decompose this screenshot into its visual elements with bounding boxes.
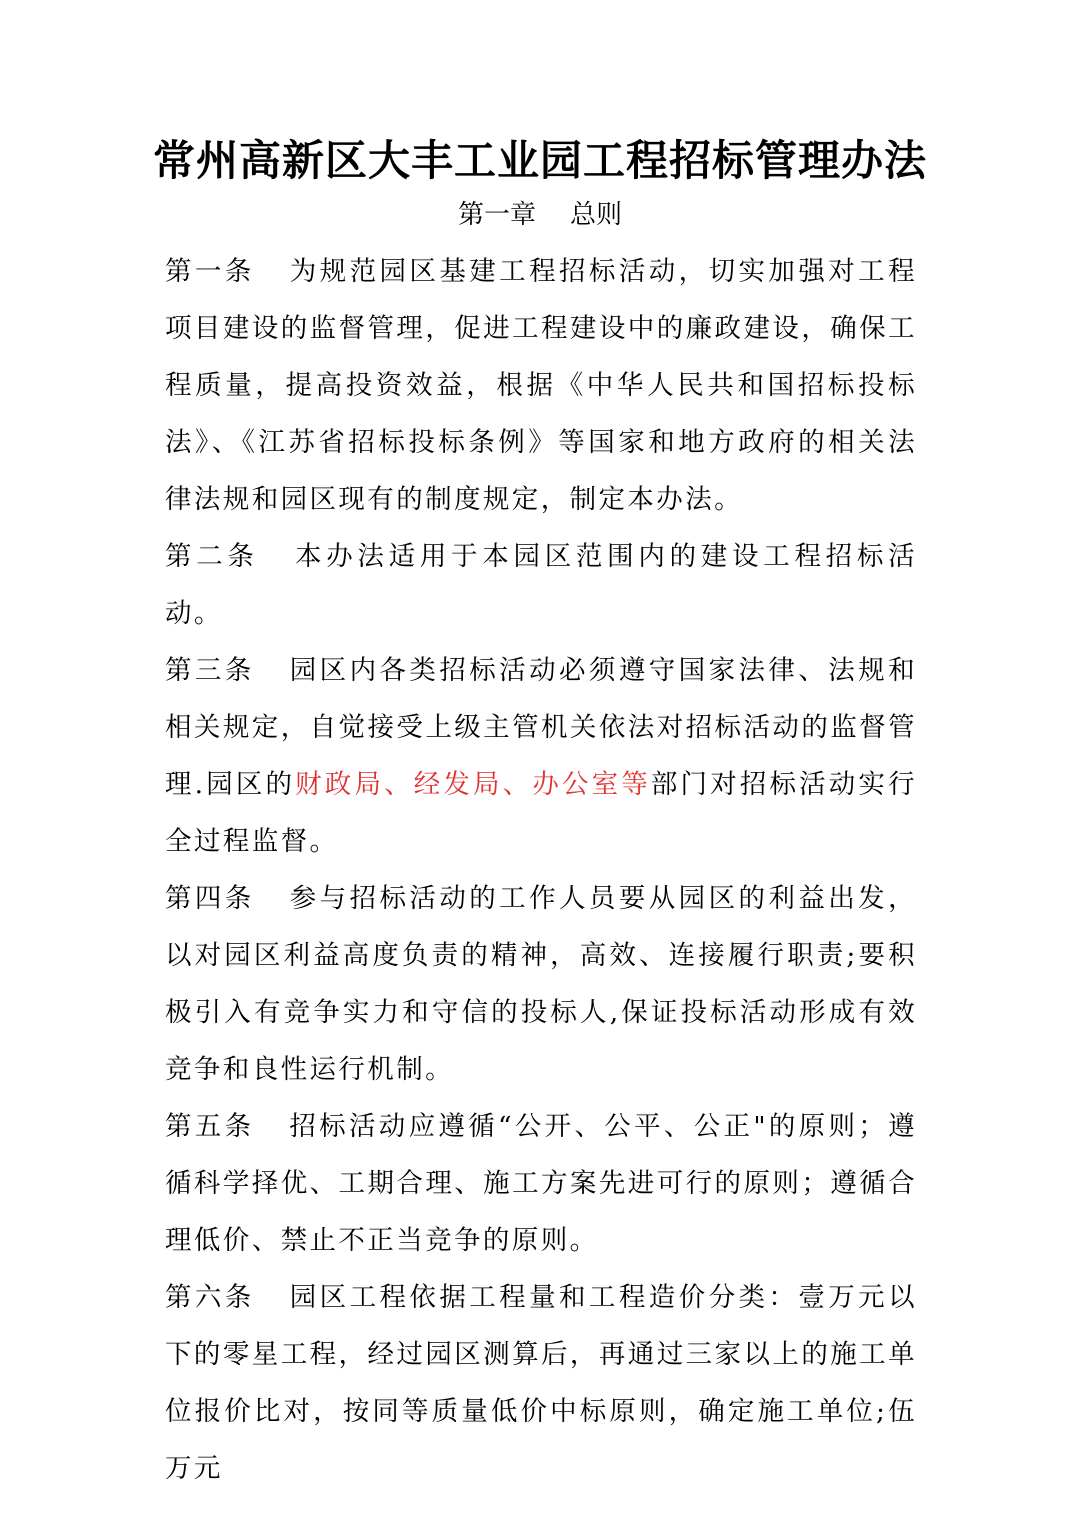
document-title: 常州高新区大丰工业园工程招标管理办法 [152, 136, 927, 185]
article-label: 第四条 [165, 883, 255, 914]
article-text: 参与招标活动的工作人员要从园区的利益出发，以对园区利益高度负责的精神，高效、连接履行职责;要积极引入有竞争实力和守信的投标人,保证投标活动形成有效竞争和良性运行机制。 [165, 883, 917, 1085]
article-text: 为规范园区基建工程招标活动，切实加强对工程项目建设的监督管理，促进工程建设中的廉政建设，确保工程质量，提高投资效益，根据《中华人民共和国招标投标法》、《江苏省招标投标条例》等国家和地方政府的相关法律法规和园区现有的制度规定，制定本办法。 [165, 256, 917, 515]
article-2 [165, 528, 917, 642]
article-text-continued: 部门对招标活动实行全过程监督。 [165, 769, 917, 857]
article-text: 园区内各类招标活动必须遵守国家法律、法规和相关规定，自觉接受上级主管机关依法对招标活动的监督管理.园区的 [165, 655, 917, 800]
article-4 [165, 870, 917, 1098]
document-body [165, 243, 917, 1497]
article-text: 园区工程依据工程量和工程造价分类：壹万元以下的零星工程，经过园区测算后，再通过三家以上的施工单位报价比对，按同等质量低价中标原则，确定施工单位;伍万元 [165, 1282, 917, 1484]
article-5 [165, 1098, 917, 1269]
article-label: 第二条 [165, 541, 259, 572]
chapter-heading [0, 195, 1080, 235]
article-3 [165, 642, 917, 870]
article-label: 第一条 [165, 256, 255, 287]
chapter-number: 第一章 [457, 200, 536, 230]
article-label: 第三条 [165, 655, 255, 686]
chapter-name: 总则 [570, 200, 623, 230]
article-1 [165, 243, 917, 528]
article-label: 第五条 [165, 1111, 255, 1142]
highlighted-departments: 财政局、经发局、办公室等 [295, 769, 651, 800]
article-text: 招标活动应遵循“公开、公平、公正"的原则；遵循科学择优、工期合理、施工方案先进可行的原则；遵循合理低价、禁止不正当竞争的原则。 [165, 1111, 917, 1256]
article-label: 第六条 [165, 1282, 255, 1313]
article-6 [165, 1269, 917, 1497]
article-text: 本办法适用于本园区范围内的建设工程招标活动。 [165, 541, 918, 629]
